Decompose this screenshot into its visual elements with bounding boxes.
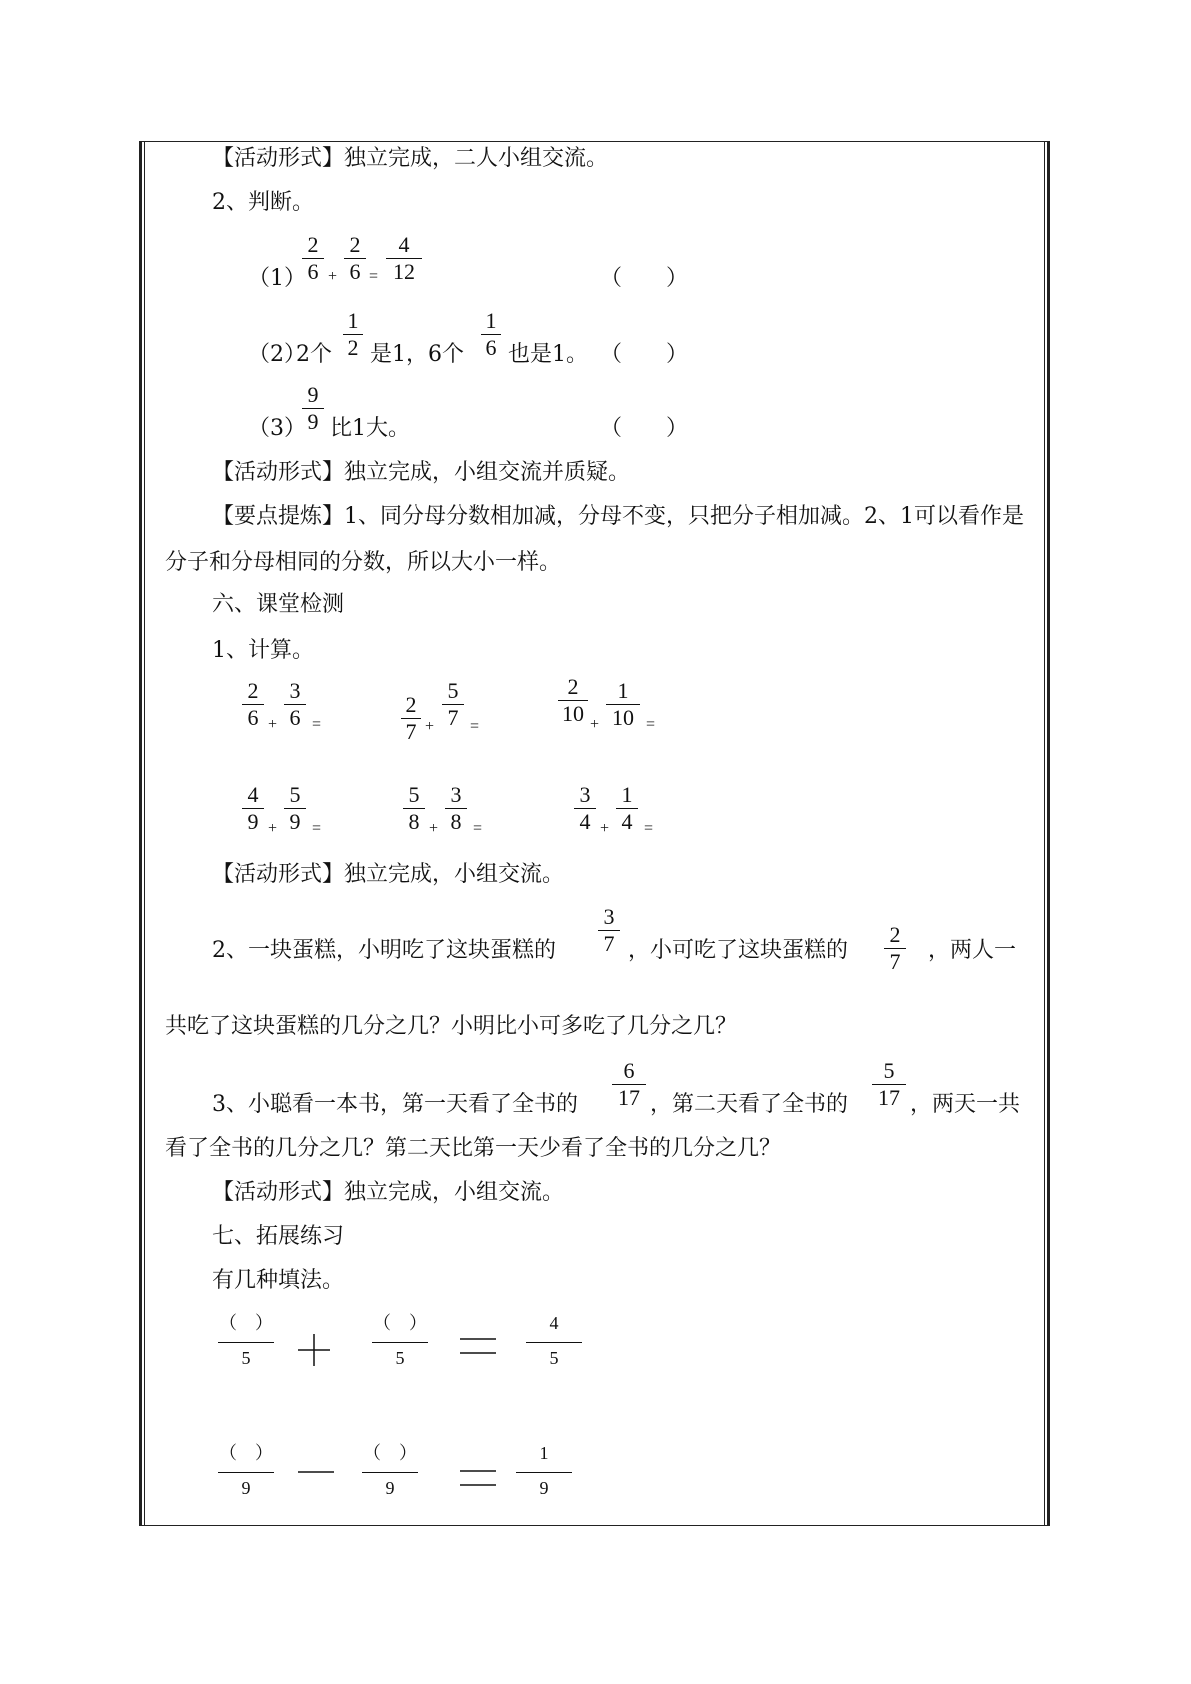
fraction: $\frac{5}{7}$	[442, 678, 464, 731]
judge-text-2c: 也是1。	[508, 342, 588, 367]
fraction: $\frac{2}{6}$	[344, 232, 366, 285]
section-6-title: 六、课堂检测	[212, 592, 345, 617]
fraction: $\frac{3}{6}$	[284, 678, 306, 731]
fraction: $\frac{4}{9}$	[242, 782, 264, 835]
fraction: $\frac{4}{12}$	[386, 232, 422, 285]
fraction: $\frac{2}{6}$	[302, 232, 324, 285]
blank-fraction[interactable]: （ ） 9	[363, 1443, 417, 1498]
blank-fraction[interactable]: （ ） 9	[219, 1443, 273, 1498]
judge-paren-1[interactable]: （ ）	[600, 266, 689, 291]
fill-instruction: 有几种填法。	[212, 1268, 345, 1293]
judge-label-3: （3）	[248, 416, 306, 441]
fraction: $\frac{1}{6}$	[481, 308, 501, 361]
plus-sign: +	[590, 716, 600, 733]
fraction: $\frac{2}{7}$	[401, 692, 421, 745]
q3-text-a: 3、小聪看一本书，第一天看了全书的	[212, 1092, 578, 1117]
fraction: $\frac{1}{2}$	[343, 308, 363, 361]
plus-sign: +	[429, 820, 439, 837]
judge-text-2a: 2个	[296, 342, 332, 367]
fraction: $\frac{3}{7}$	[598, 904, 620, 957]
key-points: 【要点提炼】1、同分母分数相加减，分母不变，只把分子相加减。2、1可以看作是分子和分母相同的分数，所以大小一样。	[165, 504, 1024, 575]
equals-sign: =	[312, 820, 322, 837]
plus-sign: +	[425, 718, 435, 735]
blank-fraction[interactable]: （ ） 5	[219, 1313, 273, 1368]
q3-text-b: ，第二天看了全书的	[650, 1092, 849, 1117]
left-border-thin	[144, 142, 145, 1525]
q2-line2: 共吃了这块蛋糕的几分之几？小明比小可多吃了几分之几？	[165, 1014, 738, 1039]
judge-label-1: （1）	[248, 266, 306, 291]
fraction: $\frac{3}{4}$	[574, 782, 596, 835]
judge-label-2: （2）	[248, 342, 306, 367]
fraction: $\frac{5}{8}$	[403, 782, 425, 835]
equals-sign	[458, 1468, 498, 1488]
fraction: 4 5	[526, 1308, 582, 1373]
fraction: $\frac{2}{7}$	[884, 922, 906, 975]
blank-fraction[interactable]: （ ） 5	[373, 1313, 427, 1368]
judge-paren-3[interactable]: （ ）	[600, 416, 689, 441]
judge-text-2b: 是1，6个	[370, 342, 464, 367]
fraction: $\frac{6}{17}$	[612, 1058, 646, 1111]
plus-sign: +	[268, 820, 278, 837]
q2-text-b: ，小可吃了这块蛋糕的	[628, 938, 849, 963]
q2-text-a: 2、一块蛋糕，小明吃了这块蛋糕的	[212, 938, 556, 963]
minus-sign	[296, 1470, 336, 1474]
fraction: $\frac{1}{10}$	[606, 678, 640, 731]
plus-sign: +	[328, 268, 338, 285]
equals-sign: =	[470, 718, 480, 735]
equals-sign: =	[369, 268, 379, 285]
q2-text-c: ，两人一	[928, 938, 1017, 963]
equals-sign: =	[644, 820, 654, 837]
q3-text-c: ，两天一共	[910, 1092, 1021, 1117]
judge-title: 2、判断。	[212, 190, 314, 215]
activity-form-1: 【活动形式】独立完成，二人小组交流。	[212, 146, 609, 171]
section-7-title: 七、拓展练习	[212, 1224, 345, 1249]
equals-sign: =	[646, 716, 656, 733]
fraction: $\frac{2}{10}$	[558, 674, 588, 727]
fraction: $\frac{1}{4}$	[616, 782, 638, 835]
activity-form-3: 【活动形式】独立完成，小组交流。	[212, 862, 565, 887]
fraction: $\frac{5}{9}$	[284, 782, 306, 835]
fraction: $\frac{9}{9}$	[302, 382, 324, 435]
plus-sign	[296, 1332, 332, 1368]
plus-sign: +	[600, 820, 610, 837]
activity-form-4: 【活动形式】独立完成，小组交流。	[212, 1180, 565, 1205]
calc-title: 1、计算。	[212, 638, 314, 663]
judge-paren-2[interactable]: （ ）	[600, 342, 689, 367]
fraction: $\frac{5}{17}$	[872, 1058, 906, 1111]
right-border-thin	[1044, 142, 1045, 1525]
equals-sign	[458, 1336, 498, 1356]
fraction: $\frac{3}{8}$	[445, 782, 467, 835]
fraction: $\frac{2}{6}$	[242, 678, 264, 731]
equals-sign: =	[473, 820, 483, 837]
fraction: 1 9	[516, 1438, 572, 1503]
left-border-thick	[139, 142, 142, 1525]
q3-line2: 看了全书的几分之几？第二天比第一天少看了全书的几分之几？	[165, 1136, 782, 1161]
right-border-thick	[1047, 142, 1050, 1525]
activity-form-2: 【活动形式】独立完成，小组交流并质疑。	[212, 460, 631, 485]
equals-sign: =	[312, 716, 322, 733]
plus-sign: +	[268, 716, 278, 733]
judge-text-3a: 比1大。	[330, 416, 410, 441]
